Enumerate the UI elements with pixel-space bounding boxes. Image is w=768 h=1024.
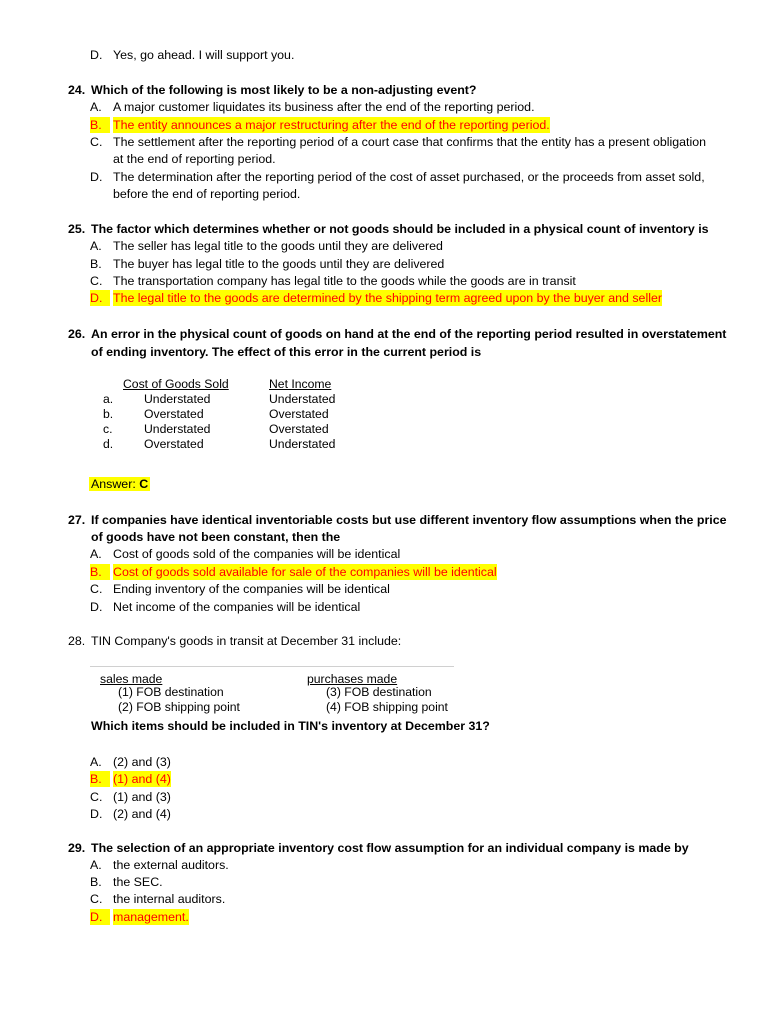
table-cell: (1) FOB destination — [118, 685, 224, 699]
table-cell: Overstated — [269, 407, 329, 421]
question-text: Which items should be included in TIN's inventory at December 31? — [91, 719, 490, 733]
table-cell: Overstated — [269, 422, 329, 436]
option-letter: D. — [90, 909, 110, 925]
table-cell: Understated — [269, 392, 336, 406]
option-letter: B. — [90, 771, 110, 787]
table-header-cogs: Cost of Goods Sold — [123, 377, 229, 391]
question-number: 25. — [68, 222, 86, 236]
option-text: The determination after the reporting period of the cost of asset purchased, or the proceeds from asset sold, — [113, 170, 705, 184]
question-number: 27. — [68, 513, 86, 527]
option-letter: B. — [90, 564, 110, 580]
question-text: Which of the following is most likely to be a non-adjusting event? — [91, 83, 477, 97]
option-letter: C. — [90, 274, 103, 288]
option-text: at the end of reporting period. — [113, 152, 276, 166]
option-letter: C. — [90, 790, 103, 804]
table-header-net-income: Net Income — [269, 377, 332, 391]
question-text: The factor which determines whether or not goods should be included in a physical count of inventory is — [91, 222, 709, 236]
option-text: The transportation company has legal title to the goods while the goods are in transit — [113, 274, 576, 288]
table-cell: (2) FOB shipping point — [118, 700, 240, 714]
option-letter: C. — [90, 135, 103, 149]
option-text: (2) and (4) — [113, 807, 171, 821]
option-text: (1) and (4) — [113, 772, 171, 786]
option-letter: C. — [90, 892, 103, 906]
question-number: 26. — [68, 327, 86, 341]
option-letter: D. — [90, 290, 110, 306]
option-text: before the end of reporting period. — [113, 187, 301, 201]
option-text: Yes, go ahead. I will support you. — [113, 48, 295, 62]
question-number: 24. — [68, 83, 86, 97]
option-text: The entity announces a major restructuring after the end of the reporting period. — [113, 118, 550, 132]
question-text: of ending inventory. The effect of this error in the current period is — [91, 345, 482, 359]
table-cell: Overstated — [144, 407, 204, 421]
option-text: The seller has legal title to the goods until they are delivered — [113, 239, 443, 253]
question-text: If companies have identical inventoriable costs but use different inventory flow assumptions when the price — [91, 513, 727, 527]
option-letter: A. — [90, 239, 102, 253]
option-text: A major customer liquidates its business after the end of the reporting period. — [113, 100, 535, 114]
option-letter: D. — [90, 48, 103, 62]
option-text: Cost of goods sold available for sale of the companies will be identical — [113, 565, 497, 579]
option-letter: B. — [90, 875, 102, 889]
option-text: The settlement after the reporting period of a court case that confirms that the entity has a present obligation — [113, 135, 707, 149]
option-letter: D. — [90, 807, 103, 821]
table-row-letter: b. — [103, 407, 114, 421]
table-row-letter: c. — [103, 422, 113, 436]
option-letter: D. — [90, 170, 103, 184]
answer-value: C — [139, 477, 149, 491]
table-header-sales: sales made — [100, 672, 163, 686]
option-text: the internal auditors. — [113, 892, 226, 906]
table-cell: Overstated — [144, 437, 204, 451]
question-number: 29. — [68, 841, 86, 855]
question-text: TIN Company's goods in transit at December 31 include: — [91, 634, 402, 648]
option-letter: D. — [90, 600, 103, 614]
option-text: The legal title to the goods are determined by the shipping term agreed upon by the buyer and seller — [113, 291, 662, 305]
option-letter: A. — [90, 858, 102, 872]
option-letter: A. — [90, 547, 102, 561]
answer-label-wrap — [89, 477, 150, 491]
answer-label: Answer: — [91, 477, 140, 491]
option-text: The buyer has legal title to the goods until they are delivered — [113, 257, 445, 271]
question-text: The selection of an appropriate inventory cost flow assumption for an individual company is made by — [91, 841, 689, 855]
table-cell: Understated — [269, 437, 336, 451]
table-cell: Understated — [144, 392, 211, 406]
option-letter: B. — [90, 257, 102, 271]
table-row-letter: a. — [103, 392, 114, 406]
option-text: the external auditors. — [113, 858, 229, 872]
question-number: 28. — [68, 634, 86, 648]
option-letter: C. — [90, 582, 103, 596]
option-text: Ending inventory of the companies will be identical — [113, 582, 390, 596]
question-text: An error in the physical count of goods on hand at the end of the reporting period resulted in overstatement — [91, 327, 727, 341]
table-cell: (4) FOB shipping point — [326, 700, 448, 714]
table-header-purchases: purchases made — [307, 672, 398, 686]
option-text: (2) and (3) — [113, 755, 171, 769]
option-letter: B. — [90, 117, 110, 133]
table-top-rule — [90, 666, 454, 667]
option-letter: A. — [90, 100, 102, 114]
q26-answer — [89, 476, 150, 492]
option-text: the SEC. — [113, 875, 163, 889]
table-cell: (3) FOB destination — [326, 685, 432, 699]
option-text: management. — [113, 910, 189, 924]
option-text: Cost of goods sold of the companies will be identical — [113, 547, 401, 561]
option-text: (1) and (3) — [113, 790, 171, 804]
question-text: of goods have not been constant, then the — [91, 530, 341, 544]
table-cell: Understated — [144, 422, 211, 436]
table-row-letter: d. — [103, 437, 114, 451]
option-letter: A. — [90, 755, 102, 769]
option-text: Net income of the companies will be identical — [113, 600, 361, 614]
